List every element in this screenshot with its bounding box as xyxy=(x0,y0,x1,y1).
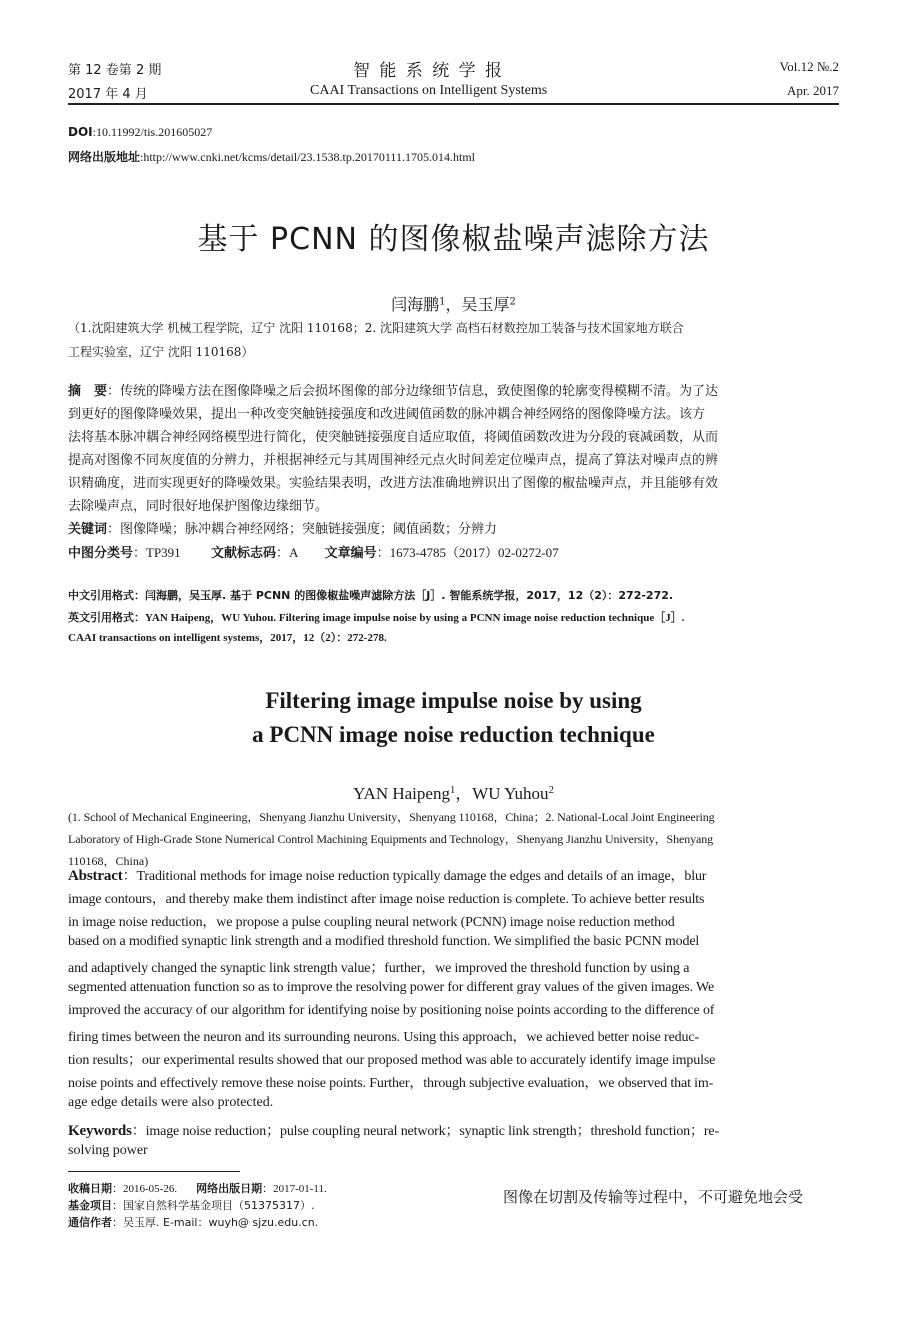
funding-label: 基金项目 xyxy=(68,1199,112,1212)
header-volume: 第 12 卷第 2 期 xyxy=(68,63,162,78)
en-title-line-2: a PCNN image noise reduction technique xyxy=(252,722,655,747)
en-abstract-line: Abstract：Traditional methods for image noise reduction typically damage the edges and details of an image，blur xyxy=(68,868,707,884)
doi-value: :10.11992/tis.201605027 xyxy=(92,125,213,139)
cn-author-2: 吴玉厚 xyxy=(461,295,510,314)
en-author-1: YAN Haipeng xyxy=(353,784,450,803)
online-address-label: 网络出版地址 xyxy=(68,150,141,164)
en-author-sep: ， xyxy=(455,784,473,803)
footnote-corresponding xyxy=(68,1214,318,1230)
en-author-1-affil: 1 xyxy=(449,785,456,797)
doi-label: DOI xyxy=(68,125,93,139)
en-abstract-line: tion results；our experimental results showed that our proposed method was able to accurately identify image impulse xyxy=(68,1053,716,1068)
en-abstract-line: based on a modified synaptic link strength and a modified threshold function. We simplified the basic PCNN model xyxy=(68,934,700,949)
en-affil-line: Laboratory of High-Grade Stone Numerical Control Machining Equipments and Technology，Shenyang Jianzhu University，Shenyang xyxy=(68,832,714,846)
en-author-2: WU Yuhou xyxy=(472,784,549,803)
en-title-line-1: Filtering image impulse noise by using xyxy=(265,688,642,713)
doi-line xyxy=(68,125,212,140)
online-date-label: 网络出版日期 xyxy=(196,1182,263,1195)
funding-value: ：国家自然科学基金项目（51375317）. xyxy=(112,1199,315,1212)
cn-author-1: 闫海鹏 xyxy=(391,295,440,314)
en-affil-line: (1. School of Mechanical Engineering，Shenyang Jianzhu University，Shenyang 110168，China；2. National-Local Joint Engineering xyxy=(68,810,715,824)
cn-class-label: 中图分类号 xyxy=(68,546,134,561)
cn-article-id-label: 文章编号 xyxy=(324,546,377,561)
cn-affil-line-2: 工程实验室，辽宁 沈阳 110168） xyxy=(68,345,254,359)
en-keywords xyxy=(68,1120,839,1140)
cn-keywords-label: 关键词 xyxy=(68,522,108,537)
cn-abstract-label: 摘 要 xyxy=(68,384,108,399)
en-keywords-label: Keywords xyxy=(68,1123,132,1139)
cn-abstract-line: 提高对图像不同灰度值的分辨力，并根据神经元与其周围神经元点火时间差定位噪声点，提高了算法对噪声点的辨 xyxy=(68,453,719,468)
header-rule xyxy=(68,103,839,105)
en-author-2-affil: 2 xyxy=(548,785,554,797)
cn-affil-line-1: （1.沈阳建筑大学 机械工程学院，辽宁 沈阳 110168；2. 沈阳建筑大学 高档石材数控加工装备与技术国家地方联合 xyxy=(68,321,684,335)
cn-doc-code-label: 文献标志码 xyxy=(210,546,276,561)
en-abstract-line: age edge details were also protected. xyxy=(68,1095,274,1110)
cn-author-2-affil: 2 xyxy=(509,296,516,308)
cn-article-id-value: ：1673-4785（2017）02-0272-07 xyxy=(376,545,559,560)
header-date-en: Apr. 2017 xyxy=(787,83,839,98)
cn-abstract-line: 识精确度，进而实现更好的降噪效果。实验结果表明，改进方法准确地辨识出了图像的椒盐噪声点，并且能够有效 xyxy=(68,476,719,491)
citation-en-text-2: CAAI transactions on intelligent systems，2017，12（2）：272-278. xyxy=(68,632,387,644)
cn-abstract-line: 去除噪声点，同时很好地保护图像边缘细节。 xyxy=(68,499,329,514)
en-abstract-line: noise points and effectively remove these noise points. Further，through subjective evaluation，we observed that im- xyxy=(68,1076,714,1091)
cn-class-value: ：TP391 xyxy=(133,545,181,560)
online-date-value: ：2017-01-11. xyxy=(262,1183,327,1195)
citation-cn-label: 中文引用格式 xyxy=(68,589,134,602)
en-abstract-line: improved the accuracy of our algorithm for identifying noise by positioning noise points according to the difference of xyxy=(68,1003,715,1018)
en-authors xyxy=(0,779,907,804)
cn-author-1-affil: 1 xyxy=(439,296,446,308)
cn-classification-line xyxy=(68,542,839,561)
en-keywords-continued: solving power xyxy=(68,1143,148,1158)
header-journal-en: CAAI Transactions on Intelligent Systems xyxy=(310,83,548,98)
en-abstract-label: Abstract xyxy=(68,868,123,884)
citation-en-label: 英文引用格式 xyxy=(68,611,134,624)
en-keywords-value: ：image noise reduction；pulse coupling neural network；synaptic link strength；threshold function；re- xyxy=(131,1124,719,1139)
en-abstract-line: image contours，and thereby make them indistinct after image noise reduction is complete. To achieve better results xyxy=(68,892,705,907)
citation-cn-text: ：闫海鹏，吴玉厚. 基于 PCNN 的图像椒盐噪声滤除方法［J］. 智能系统学报，2017，12（2）：272-272. xyxy=(134,589,674,602)
online-address-value: :http://www.cnki.net/kcms/detail/23.1538.tp.20170111.1705.014.html xyxy=(140,150,475,164)
cn-author-sep: ， xyxy=(445,295,462,314)
en-affil-line: 110168，China) xyxy=(68,854,149,868)
corresponding-value: ：吴玉厚. E-mail：wuyh@ sjzu.edu.cn. xyxy=(112,1216,319,1229)
cn-doc-code-value: ：A xyxy=(275,545,299,560)
cn-keywords-value: ：图像降噪；脉冲耦合神经网络；突触链接强度；阈值函数；分辨力 xyxy=(107,522,498,537)
received-label: 收稿日期 xyxy=(68,1182,112,1195)
online-address-line xyxy=(68,148,475,165)
citation-en xyxy=(68,609,839,625)
body-text-start: 图像在切割及传输等过程中，不可避免地会受 xyxy=(503,1188,804,1206)
cn-title: 基于 PCNN 的图像椒盐噪声滤除方法 xyxy=(197,222,710,257)
corresponding-label: 通信作者 xyxy=(68,1216,112,1229)
en-abstract-line: and adaptively changed the synaptic link strength value；further，we improved the threshold function by using a xyxy=(68,961,690,976)
cn-abstract-line: 法将基本脉冲耦合神经网络模型进行简化，使突触链接强度自适应取值，将阈值函数改进为分段的衰减函数，从而 xyxy=(68,430,719,445)
received-value: ：2016-05-26. xyxy=(112,1183,178,1195)
cn-abstract-line: 摘 要：传统的降噪方法在图像降噪之后会损坏图像的部分边缘细节信息，致使图像的轮廓变得模糊不清。为了达 xyxy=(68,384,719,399)
header-date: 2017 年 4 月 xyxy=(68,87,148,102)
en-abstract-line: segmented attenuation function so as to improve the resolving power for different gray values of the given images. We xyxy=(68,980,715,995)
cn-abstract-line: 到更好的图像降噪效果，提出一种改变突触链接强度和改进阈值函数的脉冲耦合神经网络的图像降噪方法。该方 xyxy=(68,407,706,422)
header-volume-en: Vol.12 №.2 xyxy=(779,59,839,74)
footnote-rule xyxy=(68,1171,240,1172)
citation-cn xyxy=(68,587,839,603)
citation-en-text-1: ：YAN Haipeng，WU Yuhou. Filtering image impulse noise by using a PCNN image noise reduction technique［J］. xyxy=(134,612,685,624)
en-abstract-line: in image noise reduction，we propose a pulse coupling neural network (PCNN) image noise reduction method xyxy=(68,915,675,930)
cn-keywords xyxy=(68,518,839,537)
header-journal-cn: 智 能 系 统 学 报 xyxy=(353,61,505,81)
cn-authors xyxy=(0,292,907,315)
footnote-funding xyxy=(68,1197,314,1213)
footnote-received xyxy=(68,1180,327,1196)
en-abstract-line: firing times between the neuron and its surrounding neurons. Using this approach，we achieved better noise reduc- xyxy=(68,1030,699,1045)
